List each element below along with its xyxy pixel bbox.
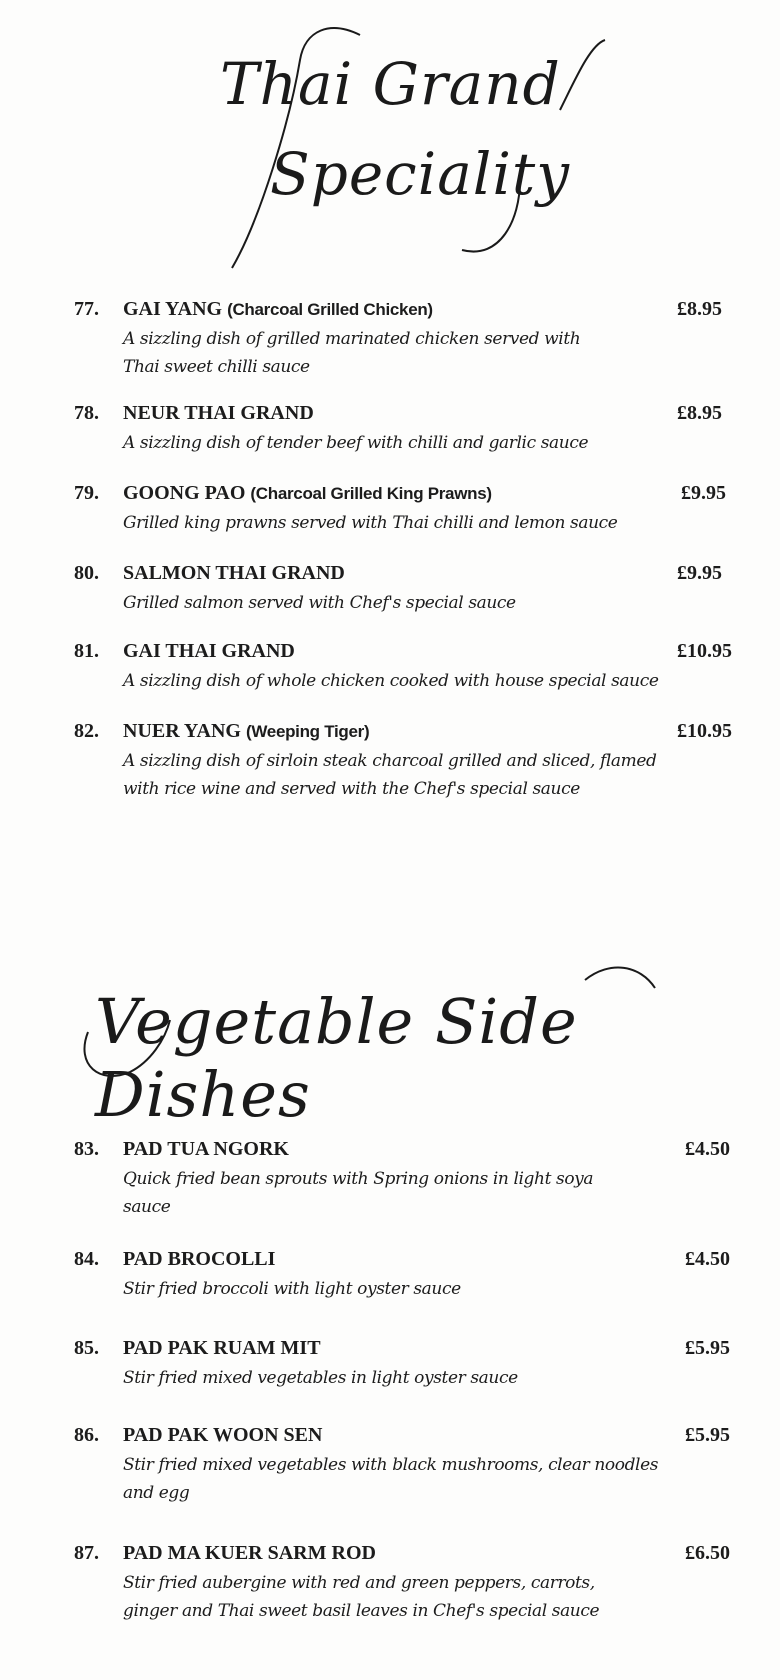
item-description xyxy=(123,1364,723,1392)
item-name xyxy=(123,1337,321,1360)
item-number: 77. xyxy=(74,298,99,320)
title-flourish-decoration xyxy=(0,960,780,1110)
item-description xyxy=(123,1569,723,1625)
item-description-line: Quick fried bean sprouts with Spring onions in light soya xyxy=(123,1169,594,1189)
item-number: 83. xyxy=(74,1138,99,1160)
item-name xyxy=(123,720,369,743)
item-description-line: Stir fried aubergine with red and green peppers, carrots, xyxy=(123,1573,595,1593)
item-description-line: sauce xyxy=(123,1197,171,1217)
item-description xyxy=(123,747,723,803)
item-name xyxy=(123,1424,322,1447)
item-name xyxy=(123,482,492,505)
item-name xyxy=(123,298,433,321)
item-description-line: and egg xyxy=(123,1483,190,1503)
item-description xyxy=(123,667,723,695)
section-title: Vegetable Side Dishes xyxy=(95,985,578,1131)
section-title-line1: Thai Grand xyxy=(220,50,561,118)
item-price: £9.95 xyxy=(681,482,726,504)
item-number: 87. xyxy=(74,1542,99,1564)
item-price: £8.95 xyxy=(677,402,722,424)
item-description-line: Grilled king prawns served with Thai chilli and lemon sauce xyxy=(123,513,618,533)
title-flourish-decoration xyxy=(0,0,780,300)
item-description xyxy=(123,1165,723,1221)
item-name xyxy=(123,1248,275,1271)
item-name-note: (Charcoal Grilled King Prawns) xyxy=(250,484,492,503)
item-number: 86. xyxy=(74,1424,99,1446)
item-number: 84. xyxy=(74,1248,99,1270)
item-description-line: Stir fried mixed vegetables in light oyster sauce xyxy=(123,1368,518,1388)
item-description-line: Stir fried mixed vegetables with black mushrooms, clear noodles xyxy=(123,1455,659,1475)
item-number: 79. xyxy=(74,482,99,504)
item-price: £10.95 xyxy=(677,640,732,662)
item-description xyxy=(123,509,723,537)
item-number: 80. xyxy=(74,562,99,584)
item-name xyxy=(123,1542,376,1565)
item-name-text: PAD PAK WOON SEN xyxy=(123,1424,323,1446)
item-number: 82. xyxy=(74,720,99,742)
item-price: £10.95 xyxy=(677,720,732,742)
item-description xyxy=(123,589,723,617)
item-description-line: A sizzling dish of grilled marinated chicken served with xyxy=(123,329,581,349)
item-name-text: GAI YANG xyxy=(123,298,223,320)
item-description-line: Grilled salmon served with Chef's special sauce xyxy=(123,593,516,613)
item-description-line: A sizzling dish of whole chicken cooked with house special sauce xyxy=(123,671,659,691)
item-name-text: GOONG PAO xyxy=(123,482,246,504)
item-description xyxy=(123,429,723,457)
item-description-line: Stir fried broccoli with light oyster sauce xyxy=(123,1279,461,1299)
item-name-note: (Weeping Tiger) xyxy=(245,722,370,741)
item-description-line: with rice wine and served with the Chef's special sauce xyxy=(123,779,580,799)
item-name xyxy=(123,1138,289,1161)
item-name-text: GAI THAI GRAND xyxy=(123,640,295,662)
item-price: £5.95 xyxy=(685,1424,730,1446)
item-price: £4.50 xyxy=(685,1138,730,1160)
item-price: £6.50 xyxy=(685,1542,730,1564)
item-description xyxy=(123,1275,723,1303)
item-description-line: Thai sweet chilli sauce xyxy=(123,357,310,377)
item-name-text: NEUR THAI GRAND xyxy=(123,402,314,424)
item-price: £4.50 xyxy=(685,1248,730,1270)
item-number: 85. xyxy=(74,1337,99,1359)
item-name xyxy=(123,402,314,425)
item-description xyxy=(123,1451,723,1507)
item-number: 78. xyxy=(74,402,99,424)
item-description-line: A sizzling dish of tender beef with chilli and garlic sauce xyxy=(123,433,589,453)
item-price: £8.95 xyxy=(677,298,722,320)
item-name-text: PAD TUA NGORK xyxy=(123,1138,289,1160)
item-name-text: PAD MA KUER SARM ROD xyxy=(123,1542,376,1564)
item-name-text: PAD PAK RUAM MIT xyxy=(123,1337,321,1359)
section-title-line2: Speciality xyxy=(270,140,570,208)
item-number: 81. xyxy=(74,640,99,662)
item-name-text: NUER YANG xyxy=(123,720,241,742)
item-name xyxy=(123,562,345,585)
item-description xyxy=(123,325,723,381)
item-name-text: PAD BROCOLLI xyxy=(123,1248,276,1270)
item-name-note: (Charcoal Grilled Chicken) xyxy=(227,300,433,319)
item-name xyxy=(123,640,295,663)
item-name-text: SALMON THAI GRAND xyxy=(123,562,345,584)
item-description-line: A sizzling dish of sirloin steak charcoal grilled and sliced, flamed xyxy=(123,751,657,771)
item-description-line: ginger and Thai sweet basil leaves in Chef's special sauce xyxy=(123,1601,600,1621)
item-price: £5.95 xyxy=(685,1337,730,1359)
item-price: £9.95 xyxy=(677,562,722,584)
